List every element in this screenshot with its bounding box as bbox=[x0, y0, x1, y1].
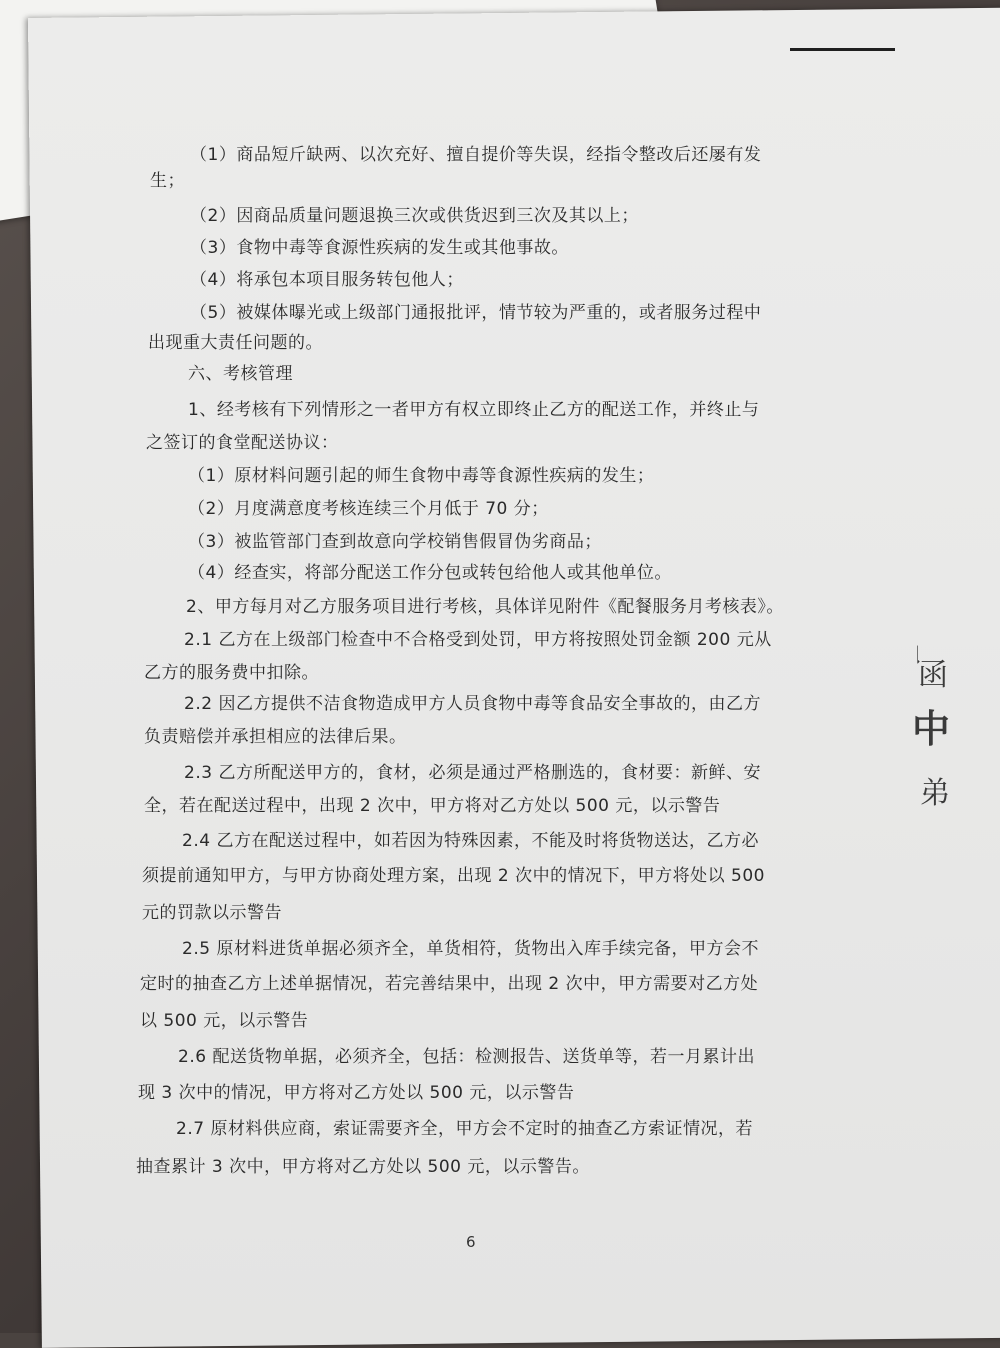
doc-line: （2）因商品质量问题退换三次或供货迟到三次及其以上； bbox=[190, 206, 639, 226]
stamp-glyph: 弟 bbox=[920, 776, 950, 811]
stamp-glyph: 一 bbox=[904, 644, 929, 665]
doc-line: 2、甲方每月对乙方服务项目进行考核，具体详见附件《配餐服务月考核表》。 bbox=[186, 597, 784, 617]
doc-line: 2.2 因乙方提供不洁食物造成甲方人员食物中毒等食品安全事故的，由乙方 bbox=[184, 694, 761, 714]
doc-line: （3）食物中毒等食源性疾病的发生或其他事故。 bbox=[190, 238, 569, 258]
doc-line: 1、经考核有下列情形之一者甲方有权立即终止乙方的配送工作，并终止与 bbox=[188, 400, 760, 420]
doc-line: （1）原材料问题引起的师生食物中毒等食源性疾病的发生； bbox=[188, 466, 655, 486]
doc-line: 抽查累计 3 次中，甲方将对乙方处以 500 元，以示警告。 bbox=[136, 1157, 590, 1177]
doc-line: 乙方的服务费中扣除。 bbox=[144, 663, 319, 683]
doc-line: 负责赔偿并承担相应的法律后果。 bbox=[144, 727, 407, 747]
doc-line: 以 500 元，以示警告 bbox=[140, 1011, 309, 1031]
stamp-glyph: 函 bbox=[918, 658, 948, 693]
doc-line: （4）将承包本项目服务转包他人； bbox=[190, 270, 464, 290]
doc-line: 须提前通知甲方，与甲方协商处理方案，出现 2 次中的情况下，甲方将处以 500 bbox=[142, 866, 765, 886]
doc-line: 出现重大责任问题的。 bbox=[148, 333, 323, 353]
doc-line: 之签订的食堂配送协议： bbox=[146, 433, 339, 453]
doc-line: （4）经查实，将部分配送工作分包或转包给他人或其他单位。 bbox=[188, 563, 672, 583]
doc-line: （1）商品短斤缺两、以次充好、擅自提价等失误，经指令整改后还屡有发 bbox=[190, 145, 762, 165]
doc-line: 2.6 配送货物单据，必须齐全，包括：检测报告、送货单等，若一月累计出 bbox=[178, 1047, 755, 1067]
doc-line: 生； bbox=[150, 171, 185, 191]
doc-line: 2.3 乙方所配送甲方的，食材，必须是通过严格删选的，食材要：新鲜、安 bbox=[184, 763, 761, 783]
doc-line: 2.7 原材料供应商，索证需要齐全，甲方会不定时的抽查乙方索证情况，若 bbox=[176, 1119, 753, 1139]
doc-line: （3）被监管部门查到故意向学校销售假冒伪劣商品； bbox=[188, 532, 602, 552]
doc-line: （5）被媒体曝光或上级部门通报批评，情节较为严重的，或者服务过程中 bbox=[190, 303, 762, 323]
doc-line: 现 3 次中的情况，甲方将对乙方处以 500 元，以示警告 bbox=[138, 1083, 575, 1103]
section-heading: 六、考核管理 bbox=[188, 364, 293, 384]
doc-line: 2.4 乙方在配送过程中，如若因为特殊因素，不能及时将货物送达，乙方必 bbox=[182, 831, 759, 851]
doc-line: （2）月度满意度考核连续三个月低于 70 分； bbox=[188, 499, 549, 519]
stamp-glyph: 中 bbox=[912, 706, 951, 751]
doc-line: 2.5 原材料进货单据必须齐全，单货相符，货物出入库手续完备，甲方会不 bbox=[182, 939, 759, 959]
page-number: 6 bbox=[466, 1233, 476, 1251]
doc-line: 2.1 乙方在上级部门检查中不合格受到处罚，甲方将按照处罚金额 200 元从 bbox=[184, 630, 772, 650]
doc-line: 元的罚款以示警告 bbox=[142, 903, 282, 923]
doc-line: 定时的抽查乙方上述单据情况，若完善结果中，出现 2 次中，甲方需要对乙方处 bbox=[140, 974, 759, 994]
doc-line: 全，若在配送过程中，出现 2 次中，甲方将对乙方处以 500 元，以示警告 bbox=[144, 796, 721, 816]
